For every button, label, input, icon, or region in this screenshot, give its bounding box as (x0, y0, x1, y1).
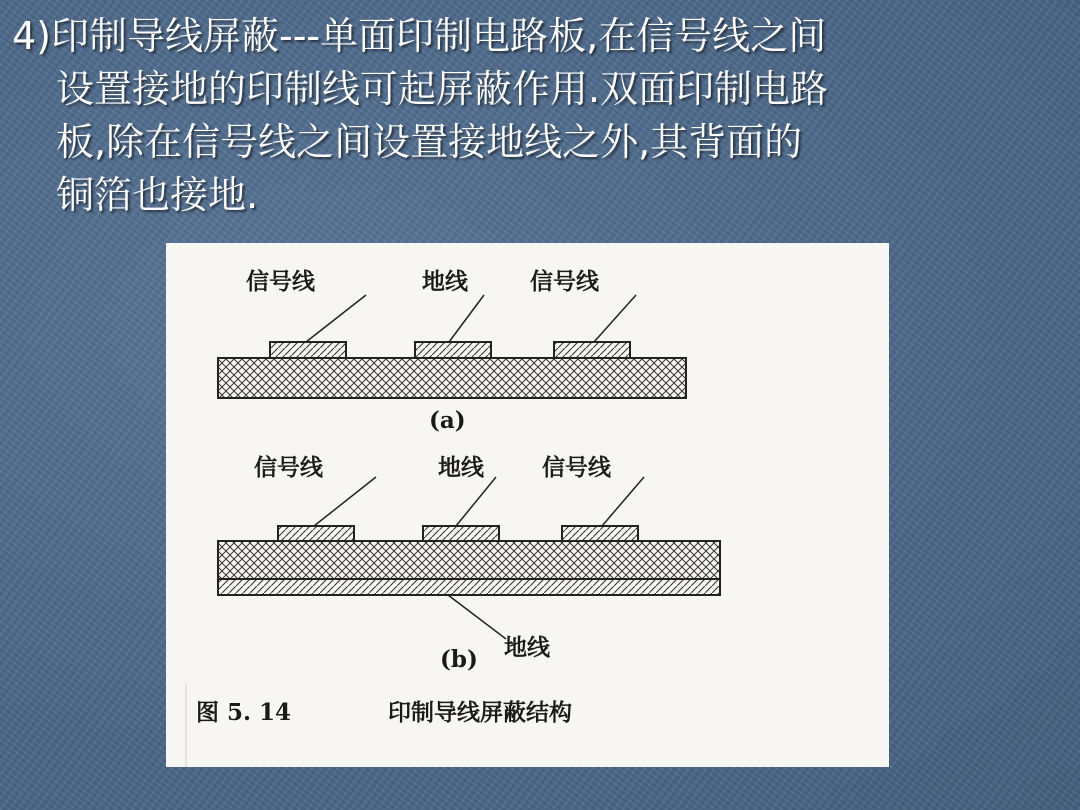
leader-signal-right-a (594, 295, 636, 342)
trace-ground-b (423, 526, 499, 541)
leader-signal-left-a (306, 295, 366, 342)
back-copper-b (218, 579, 720, 595)
trace-ground-a (415, 342, 491, 358)
caption-b: (b) (440, 646, 478, 673)
diagram-b (218, 454, 720, 673)
label-signal-left-a: 信号线 (246, 269, 315, 295)
trace-signal-left-b (278, 526, 354, 541)
label-signal-right-b: 信号线 (542, 455, 611, 481)
leader-signal-left-b (314, 477, 376, 526)
label-back-ground-b: 地线 (504, 635, 550, 661)
paragraph-line-2: 设置接地的印制线可起屏蔽作用.双面印制电路 (56, 67, 829, 111)
leader-signal-right-b (602, 477, 644, 526)
leader-back-ground-b (448, 595, 506, 639)
paragraph-line-3: 板,除在信号线之间设置接地线之外,其背面的 (56, 120, 803, 164)
paragraph-line-1: 4)印制导线屏蔽---单面印制电路板,在信号线之间 (12, 14, 827, 58)
trace-signal-right-a (554, 342, 630, 358)
figure-caption-number: 图 5. 14 (196, 699, 292, 726)
leader-ground-b (456, 477, 496, 526)
leader-ground-a (449, 295, 484, 342)
substrate-a (218, 358, 686, 398)
figure-drawing (166, 243, 889, 767)
substrate-b (218, 541, 720, 579)
figure-caption-title: 印制导线屏蔽结构 (388, 700, 572, 726)
caption-a: (a) (429, 407, 466, 434)
pcb-shield-figure (166, 243, 889, 767)
label-signal-left-b: 信号线 (254, 455, 323, 481)
paragraph-line-4: 铜箔也接地. (56, 173, 259, 217)
trace-signal-left-a (270, 342, 346, 358)
label-ground-b: 地线 (438, 455, 484, 481)
slide-paragraph (12, 10, 1062, 222)
trace-signal-right-b (562, 526, 638, 541)
label-ground-a: 地线 (422, 269, 468, 295)
label-signal-right-a: 信号线 (530, 269, 599, 295)
diagram-a (218, 268, 686, 434)
